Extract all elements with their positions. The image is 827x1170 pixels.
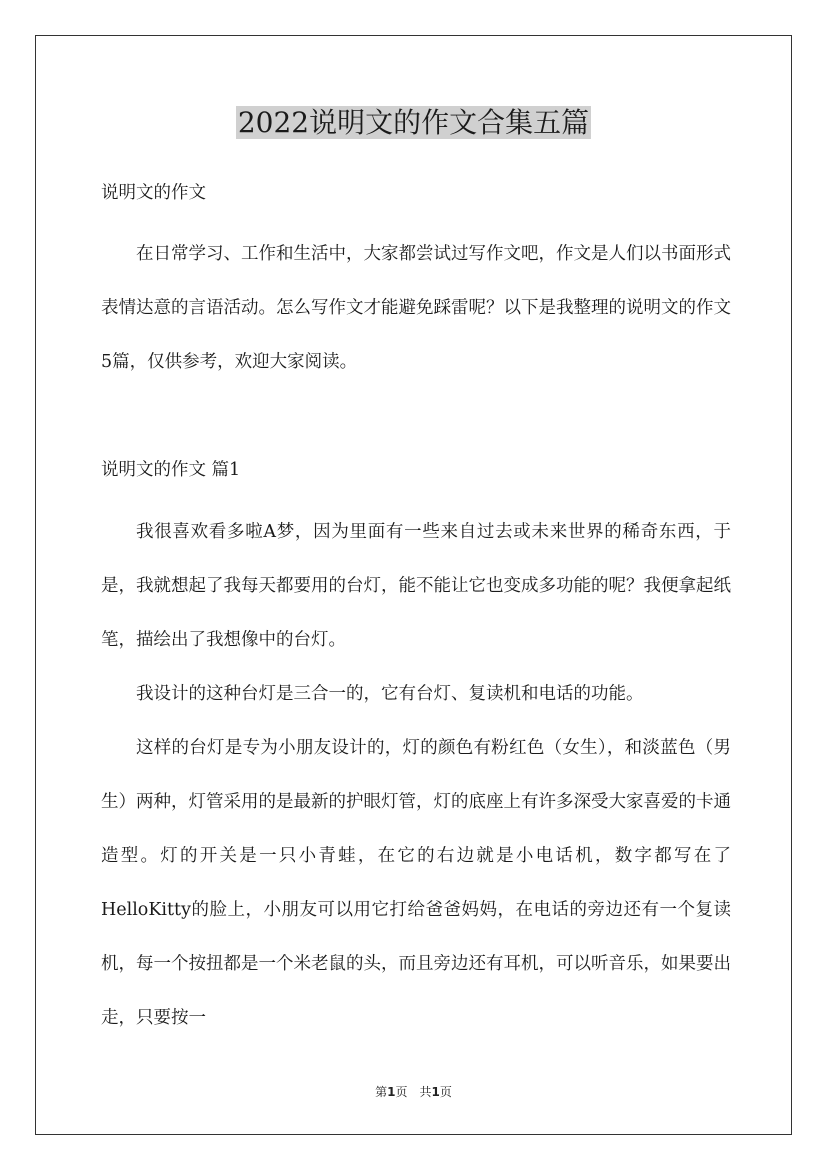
footer-mid: 页 共: [395, 1085, 432, 1099]
spacer: [101, 389, 731, 453]
paragraph: 我很喜欢看多啦A梦，因为里面有一些来自过去或未来世界的稀奇东西，于是，我就想起了我每天都要用的台灯，能不能让它也变成多功能的呢？我便拿起纸笔，描绘出了我想像中的台灯。: [101, 522, 731, 650]
document-title-text: 2022说明文的作文合集五篇: [237, 106, 590, 139]
footer-page-number: 1: [387, 1085, 396, 1099]
page-footer: [0, 1083, 827, 1100]
spacer: [101, 210, 731, 227]
article-heading: 说明文的作文 篇1: [101, 460, 241, 480]
section-heading: 说明文的作文: [101, 183, 206, 203]
paragraph: 我设计的这种台灯是三合一的，它有台灯、复读机和电话的功能。: [136, 684, 644, 704]
footer-suffix: 页: [439, 1085, 452, 1099]
footer-prefix: 第: [375, 1085, 388, 1099]
paragraph: 这样的台灯是专为小朋友设计的，灯的颜色有粉红色（女生），和淡蓝色（男生）两种，灯管采用的是最新的护眼灯管，灯的底座上有许多深受大家喜爱的卡通造型。灯的开关是一只小青蛙，在它的右边就是小电话机，数字都写在了HelloKitty的脸上，小朋友可以用它打给爸爸妈妈，在电话的旁边还有一个复读机，每一个按扭都是一个米老鼠的头，而且旁边还有耳机，可以听音乐，如果要出走，只要按一: [101, 738, 731, 1028]
footer-total-pages: 1: [431, 1085, 440, 1099]
document-title: [0, 100, 827, 146]
document-body: [101, 176, 731, 1045]
intro-paragraph: 在日常学习、工作和生活中，大家都尝试过写作文吧，作文是人们以书面形式表情达意的言语活动。怎么写作文才能避免踩雷呢？以下是我整理的说明文的作文5篇，仅供参考，欢迎大家阅读。: [101, 244, 731, 372]
spacer: [101, 487, 731, 505]
